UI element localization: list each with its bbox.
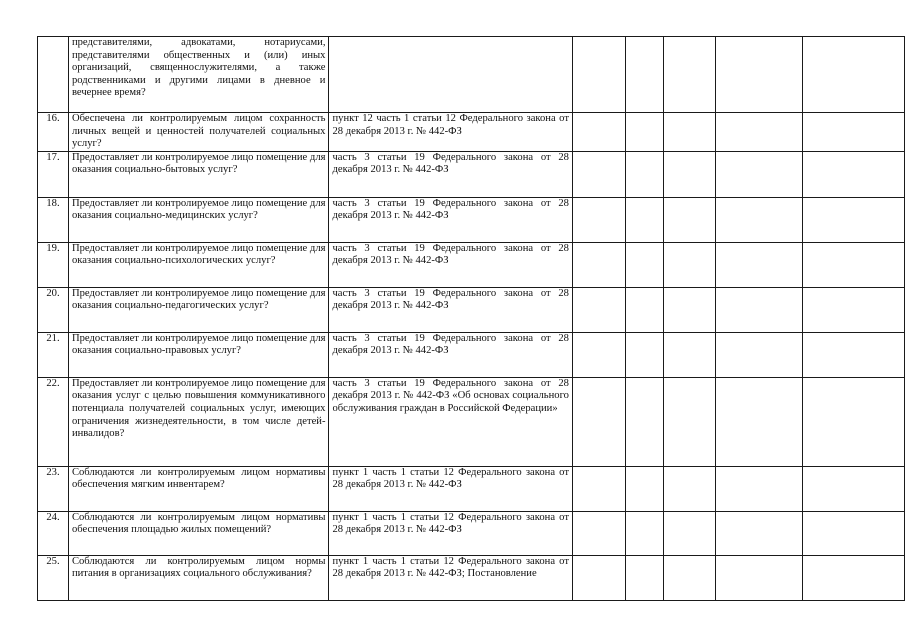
- table-row: [38, 37, 905, 113]
- answer-no-cell: [625, 37, 663, 113]
- answer-not-applicable-cell: [663, 287, 715, 332]
- table-row: [38, 466, 905, 511]
- table-row: [38, 332, 905, 377]
- requirement-question: Соблюдаются ли контролируемым лицом нормативы обеспечения мягким инвентарем?: [68, 466, 329, 511]
- answer-no-cell: [625, 377, 663, 466]
- requirement-question: Предоставляет ли контролируемое лицо помещение для оказания социально-правовых услуг?: [68, 332, 329, 377]
- answer-not-applicable-cell: [663, 151, 715, 197]
- remarks-cell: [803, 466, 905, 511]
- legal-reference: [329, 37, 572, 113]
- row-number: [38, 37, 69, 113]
- answer-note-cell: [715, 466, 803, 511]
- answer-note-cell: [715, 377, 803, 466]
- table-row: [38, 197, 905, 242]
- answer-note-cell: [715, 37, 803, 113]
- remarks-cell: [803, 287, 905, 332]
- remarks-cell: [803, 151, 905, 197]
- answer-note-cell: [715, 197, 803, 242]
- row-number: 24.: [38, 511, 69, 555]
- requirement-question: Предоставляет ли контролируемое лицо помещение для оказания социально-педагогических услуг?: [68, 287, 329, 332]
- legal-reference: часть 3 статьи 19 Федерального закона от 28 декабря 2013 г. № 442-ФЗ: [329, 332, 572, 377]
- answer-yes-cell: [572, 197, 625, 242]
- remarks-cell: [803, 332, 905, 377]
- legal-reference: пункт 1 часть 1 статьи 12 Федерального закона от 28 декабря 2013 г. № 442-ФЗ: [329, 511, 572, 555]
- remarks-cell: [803, 555, 905, 600]
- requirement-question: представителями, адвокатами, нотариусами, представителями общественных и (или) иных организаций, священнослужителями, а также родственниками и другими лицами в дневное и вечернее время?: [68, 37, 329, 113]
- row-number: 21.: [38, 332, 69, 377]
- table-row: [38, 511, 905, 555]
- checklist-document: [37, 36, 905, 601]
- answer-yes-cell: [572, 332, 625, 377]
- answer-no-cell: [625, 555, 663, 600]
- requirement-question: Соблюдаются ли контролируемым лицом нормы питания в организациях социального обслуживания?: [68, 555, 329, 600]
- answer-note-cell: [715, 113, 803, 152]
- checklist-rows: [38, 37, 905, 601]
- answer-no-cell: [625, 287, 663, 332]
- table-row: [38, 113, 905, 152]
- row-number: 19.: [38, 242, 69, 287]
- answer-yes-cell: [572, 555, 625, 600]
- answer-yes-cell: [572, 511, 625, 555]
- answer-yes-cell: [572, 113, 625, 152]
- checklist-table: [37, 36, 905, 601]
- answer-no-cell: [625, 113, 663, 152]
- legal-reference: пункт 12 часть 1 статьи 12 Федерального закона от 28 декабря 2013 г. № 442-ФЗ: [329, 113, 572, 152]
- legal-reference: часть 3 статьи 19 Федерального закона от 28 декабря 2013 г. № 442-ФЗ: [329, 287, 572, 332]
- requirement-question: Обеспечена ли контролируемым лицом сохранность личных вещей и ценностей получателей социальных услуг?: [68, 113, 329, 152]
- answer-no-cell: [625, 511, 663, 555]
- row-number: 20.: [38, 287, 69, 332]
- answer-no-cell: [625, 332, 663, 377]
- answer-not-applicable-cell: [663, 377, 715, 466]
- row-number: 18.: [38, 197, 69, 242]
- answer-not-applicable-cell: [663, 466, 715, 511]
- answer-note-cell: [715, 242, 803, 287]
- table-row: [38, 555, 905, 600]
- row-number: 23.: [38, 466, 69, 511]
- remarks-cell: [803, 37, 905, 113]
- row-number: 16.: [38, 113, 69, 152]
- answer-note-cell: [715, 511, 803, 555]
- remarks-cell: [803, 377, 905, 466]
- legal-reference: пункт 1 часть 1 статьи 12 Федерального закона от 28 декабря 2013 г. № 442-ФЗ; Постановление: [329, 555, 572, 600]
- answer-yes-cell: [572, 151, 625, 197]
- remarks-cell: [803, 511, 905, 555]
- legal-reference: часть 3 статьи 19 Федерального закона от 28 декабря 2013 г. № 442-ФЗ «Об основах социального обслуживания граждан в Российской Федерации»: [329, 377, 572, 466]
- answer-not-applicable-cell: [663, 197, 715, 242]
- answer-yes-cell: [572, 466, 625, 511]
- answer-not-applicable-cell: [663, 242, 715, 287]
- answer-not-applicable-cell: [663, 555, 715, 600]
- answer-yes-cell: [572, 287, 625, 332]
- answer-yes-cell: [572, 37, 625, 113]
- answer-no-cell: [625, 197, 663, 242]
- row-number: 22.: [38, 377, 69, 466]
- answer-note-cell: [715, 332, 803, 377]
- answer-note-cell: [715, 555, 803, 600]
- answer-no-cell: [625, 466, 663, 511]
- requirement-question: Соблюдаются ли контролируемым лицом нормативы обеспечения площадью жилых помещений?: [68, 511, 329, 555]
- requirement-question: Предоставляет ли контролируемое лицо помещение для оказания социально-психологических услуг?: [68, 242, 329, 287]
- legal-reference: пункт 1 часть 1 статьи 12 Федерального закона от 28 декабря 2013 г. № 442-ФЗ: [329, 466, 572, 511]
- answer-note-cell: [715, 151, 803, 197]
- answer-yes-cell: [572, 377, 625, 466]
- table-row: [38, 151, 905, 197]
- answer-no-cell: [625, 151, 663, 197]
- remarks-cell: [803, 113, 905, 152]
- remarks-cell: [803, 197, 905, 242]
- row-number: 25.: [38, 555, 69, 600]
- table-row: [38, 242, 905, 287]
- legal-reference: часть 3 статьи 19 Федерального закона от 28 декабря 2013 г. № 442-ФЗ: [329, 151, 572, 197]
- answer-not-applicable-cell: [663, 37, 715, 113]
- legal-reference: часть 3 статьи 19 Федерального закона от 28 декабря 2013 г. № 442-ФЗ: [329, 242, 572, 287]
- legal-reference: часть 3 статьи 19 Федерального закона от 28 декабря 2013 г. № 442-ФЗ: [329, 197, 572, 242]
- table-row: [38, 287, 905, 332]
- requirement-question: Предоставляет ли контролируемое лицо помещение для оказания услуг с целью повышения коммуникативного потенциала получателей социальных услуг, имеющих ограничения жизнедеятельности, в том числе детей-инвалидов?: [68, 377, 329, 466]
- answer-not-applicable-cell: [663, 332, 715, 377]
- answer-note-cell: [715, 287, 803, 332]
- row-number: 17.: [38, 151, 69, 197]
- remarks-cell: [803, 242, 905, 287]
- answer-not-applicable-cell: [663, 511, 715, 555]
- answer-no-cell: [625, 242, 663, 287]
- requirement-question: Предоставляет ли контролируемое лицо помещение для оказания социально-бытовых услуг?: [68, 151, 329, 197]
- table-row: [38, 377, 905, 466]
- answer-not-applicable-cell: [663, 113, 715, 152]
- requirement-question: Предоставляет ли контролируемое лицо помещение для оказания социально-медицинских услуг?: [68, 197, 329, 242]
- answer-yes-cell: [572, 242, 625, 287]
